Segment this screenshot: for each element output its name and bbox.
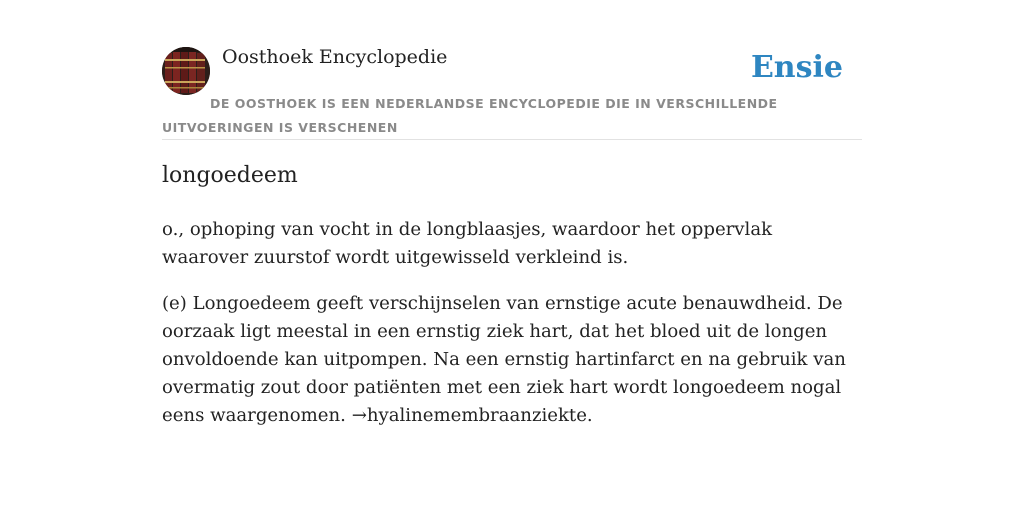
source-avatar[interactable] [162, 47, 210, 95]
entry-body-end: . [586, 405, 593, 426]
page-content [162, 44, 862, 426]
ensie-logo[interactable]: Ensie [750, 50, 843, 85]
entry-body [162, 290, 862, 430]
source-description: DE OOSTHOEK IS EEN NEDERLANDSE ENCYCLOPEDIE DIE IN VERSCHILLENDE UITVOERINGEN IS VERSCHENEN [162, 96, 778, 135]
crossref-arrow-icon: → [351, 405, 367, 426]
entry-body-text: (e) Longoedeem geeft verschijnselen van ernstige acute benauwdheid. De oorzaak ligt meestal in een ernstig ziek hart, dat het bloed uit de longen onvoldoende kan uitpompen. Na een ernstig hartinfarct en na gebruik van overmatig zout door patiënten met een ziek hart wordt longoedeem nogal eens waargenomen. [162, 293, 846, 426]
entry-title: longoedeem [162, 163, 298, 188]
source-title[interactable]: Oosthoek Encyclopedie [222, 46, 448, 68]
crossref-link[interactable] [352, 405, 587, 426]
crossref-term: hyalinemembraanziekte [366, 405, 587, 426]
entry-definition: o., ophoping van vocht in de longblaasjes, waardoor het oppervlak waarover zuurstof wordt uitgewisseld verkleind is. [162, 219, 773, 268]
encyclopedia-books-icon [162, 47, 210, 95]
source-header [162, 44, 862, 140]
